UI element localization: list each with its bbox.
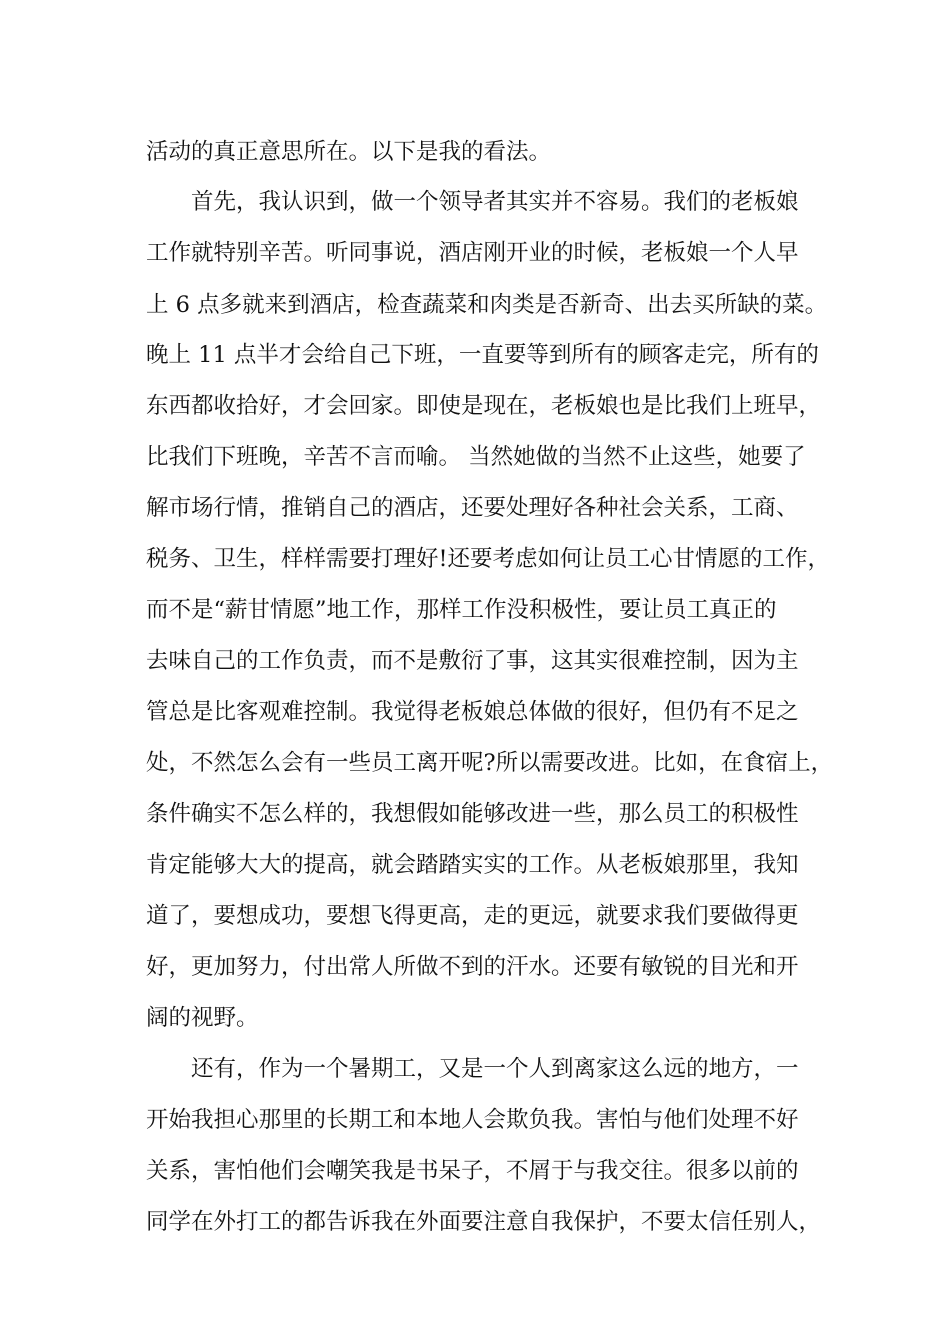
text-line: 关系，害怕他们会嘲笑我是书呆子，不屑于与我交往。很多以前的: [146, 1158, 799, 1184]
text-line: 去味自己的工作负责，而不是敷衍了事，这其实很难控制，因为主: [146, 648, 799, 674]
text-line: 管总是比客观难控制。我觉得老板娘总体做的很好，但仍有不足之: [146, 699, 799, 725]
text-line: 好，更加努力，付出常人所做不到的汗水。还要有敏锐的目光和开: [146, 954, 799, 980]
text-line: 同学在外打工的都告诉我在外面要注意自我保护，不要太信任别人，: [146, 1209, 822, 1235]
text-line: 道了，要想成功，要想飞得更高，走的更远，就要求我们要做得更: [146, 903, 799, 929]
text-line: 解市场行情，推销自己的酒店，还要处理好各种社会关系，工商、: [146, 495, 799, 521]
text-line: 开始我担心那里的长期工和本地人会欺负我。害怕与他们处理不好: [146, 1107, 799, 1133]
text-line: 上 6 点多就来到酒店，检查蔬菜和肉类是否新奇、出去买所缺的菜。: [146, 292, 828, 318]
text-line: 肯定能够大大的提高，就会踏踏实实的工作。从老板娘那里，我知: [146, 852, 799, 878]
text-line: 首先，我认识到，做一个领导者其实并不容易。我们的老板娘: [191, 189, 799, 215]
text-line: 活动的真正意思所在。以下是我的看法。: [146, 139, 552, 165]
text-line: 而不是“薪甘情愿”地工作，那样工作没积极性，要让员工真正的: [146, 597, 777, 623]
text-line: 处，不然怎么会有一些员工离开呢?所以需要改进。比如，在食宿上，: [146, 750, 834, 776]
text-line: 条件确实不怎么样的，我想假如能够改进一些，那么员工的积极性: [146, 801, 799, 827]
text-line: 工作就特别辛苦。听同事说，酒店刚开业的时候，老板娘一个人早: [146, 240, 799, 266]
text-line: 比我们下班晚，辛苦不言而喻。 当然她做的当然不止这些，她要了: [146, 444, 806, 470]
text-line: 税务、卫生，样样需要打理好!还要考虑如何让员工心甘情愿的工作，: [146, 546, 831, 572]
text-line: 阔的视野。: [146, 1005, 259, 1031]
text-line: 东西都收拾好，才会回家。即使是现在，老板娘也是比我们上班早，: [146, 393, 822, 419]
text-line: 晚上 11 点半才会给自己下班，一直要等到所有的顾客走完，所有的: [146, 342, 819, 368]
text-line: 还有，作为一个暑期工，又是一个人到离家这么远的地方，一: [191, 1056, 799, 1082]
